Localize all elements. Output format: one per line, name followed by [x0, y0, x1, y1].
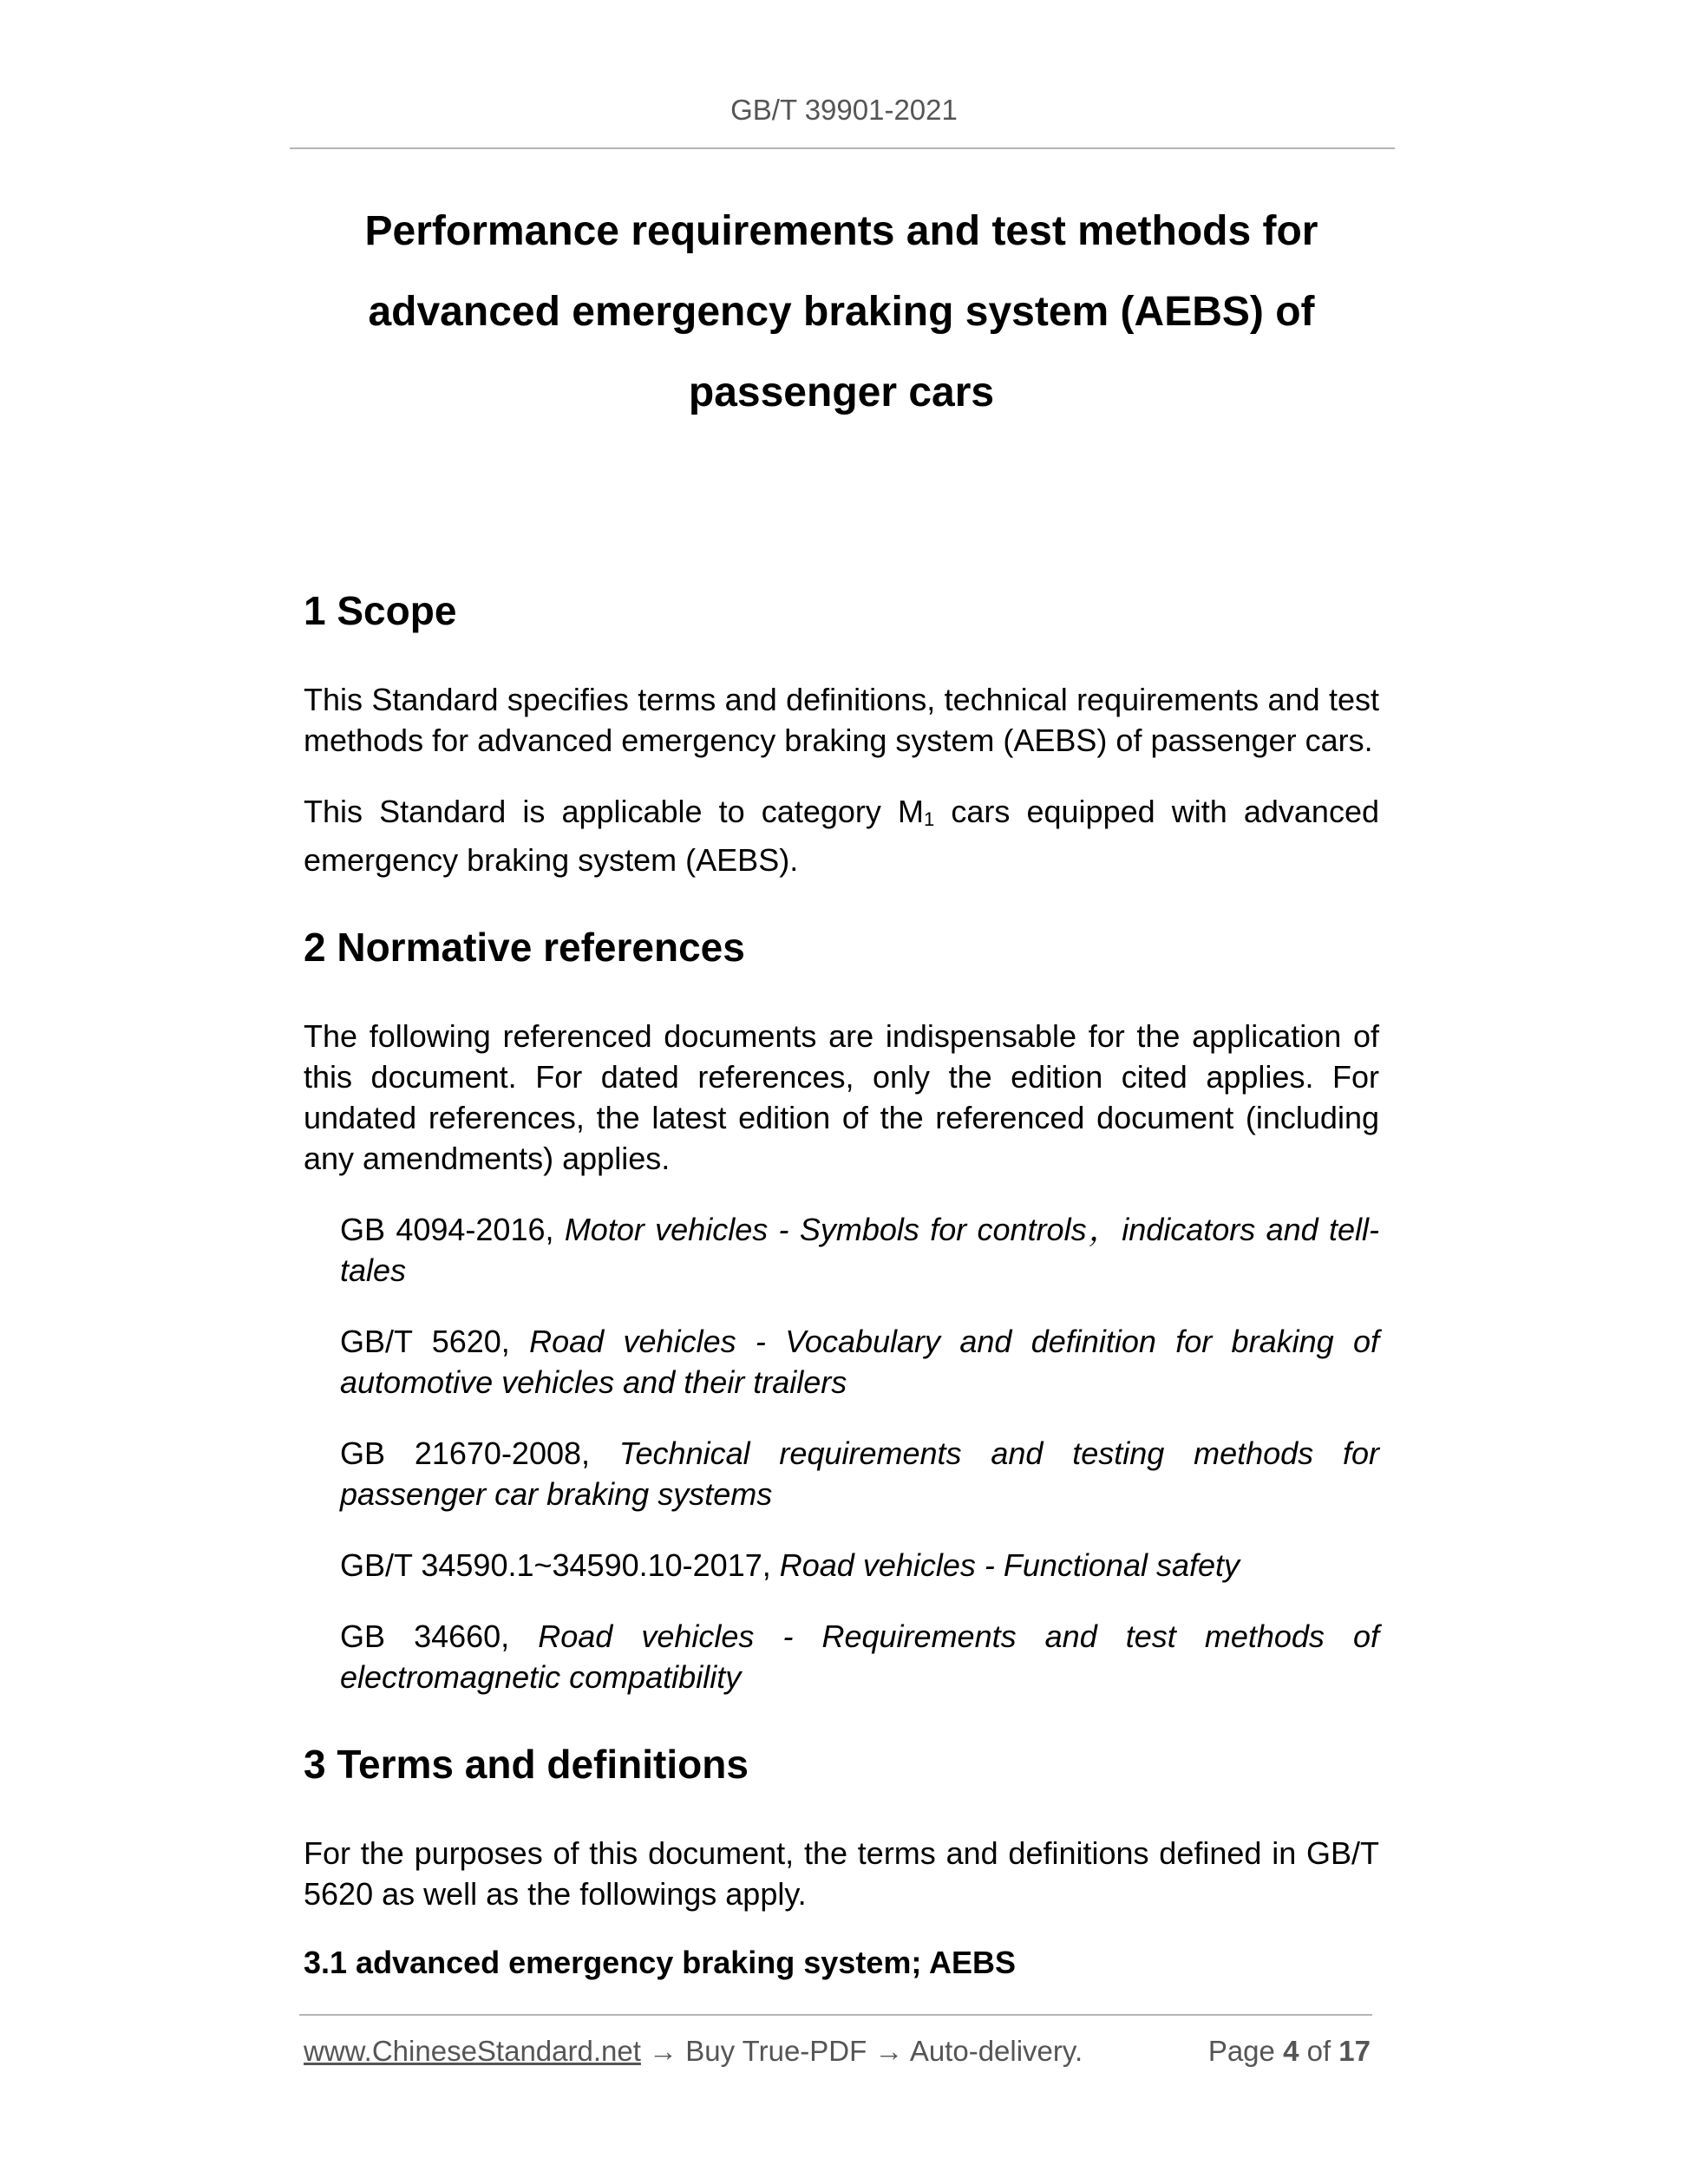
- reference-title: Road vehicles - Functional safety: [779, 1547, 1240, 1583]
- terms-intro: For the purposes of this document, the terms and definitions defined in GB/T 5620 as well as the followings apply.: [304, 1835, 1379, 1912]
- header-divider: [290, 147, 1395, 149]
- reference-title: Technical requirements and testing methods for passenger car braking systems: [340, 1435, 1380, 1512]
- footer-divider: [299, 2014, 1372, 2016]
- reference-item: [340, 1545, 1379, 1586]
- section-heading-normative-references: 2 Normative references: [304, 925, 745, 970]
- header-standard-code: GB/T 39901-2021: [730, 94, 958, 126]
- reference-item: [340, 1209, 1379, 1291]
- reference-item: [340, 1321, 1379, 1403]
- website-link[interactable]: www.ChineseStandard.net: [304, 2035, 641, 2067]
- scope-p2-text-a: This Standard is applicable to category M: [304, 794, 924, 829]
- page-total: 17: [1338, 2035, 1371, 2067]
- title-line-3: passenger cars: [688, 369, 995, 415]
- page-content: [304, 191, 1379, 1981]
- reference-code: GB 21670-2008,: [340, 1435, 619, 1471]
- section-heading-terms-definitions: 3 Terms and definitions: [304, 1742, 749, 1787]
- page-footer: [304, 2035, 1371, 2068]
- reference-title: Road vehicles - Vocabulary and definition for braking of automotive vehicles and their trailers: [340, 1324, 1379, 1400]
- of-label: of: [1299, 2035, 1339, 2067]
- reference-code: GB 34660,: [340, 1618, 539, 1654]
- page-indicator: [1208, 2035, 1371, 2068]
- scope-paragraph-1: This Standard specifies terms and definitions, technical requirements and test methods for advanced emergency braking system (AEBS) of passenger cars.: [304, 682, 1379, 758]
- reference-item: [340, 1616, 1379, 1697]
- scope-p2-subscript: 1: [924, 808, 935, 830]
- reference-item: [340, 1433, 1379, 1514]
- scope-paragraph-2: [304, 791, 1379, 880]
- page-number: 4: [1283, 2035, 1299, 2067]
- document-title: [304, 191, 1379, 433]
- reference-code: GB/T 34590.1~34590.10-2017,: [340, 1547, 780, 1583]
- normative-intro: The following referenced documents are indispensable for the application of this document. For dated references, only the edition cited applies. For undated references, the latest edition of the referenced document (including any amendments) applies.: [304, 1018, 1379, 1176]
- reference-code: GB 4094-2016,: [340, 1212, 565, 1247]
- title-line-2: advanced emergency braking system (AEBS) of: [368, 289, 1315, 335]
- reference-title: Motor vehicles - Symbols for controls，indicators and tell-tales: [340, 1212, 1379, 1288]
- section-heading-scope: 1 Scope: [304, 588, 457, 633]
- title-line-1: Performance requirements and test methods for: [364, 208, 1318, 254]
- footer-promo-text: → Buy True-PDF → Auto-delivery.: [640, 2035, 1083, 2067]
- reference-code: GB/T 5620,: [340, 1324, 530, 1359]
- scope-p2-text-b: cars equipped with advanced emergency braking system (AEBS).: [304, 794, 1379, 878]
- page-label: Page: [1207, 2035, 1284, 2067]
- subsection-heading-3-1: 3.1 advanced emergency braking system; AEBS: [304, 1945, 1017, 1980]
- reference-title: Road vehicles - Requirements and test methods of electromagnetic compatibility: [340, 1618, 1379, 1695]
